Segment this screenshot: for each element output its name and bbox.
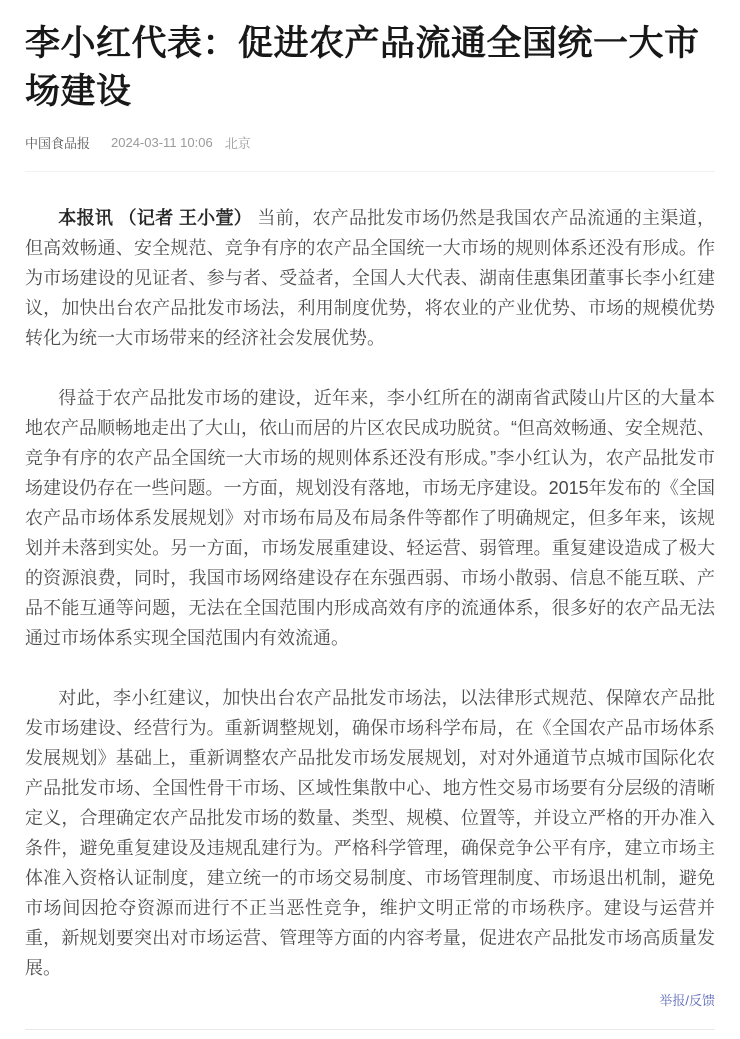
article-paragraph: 对此，李小红建议，加快出台农产品批发市场法，以法律形式规范、保障农产品批发市场建设、经营行为。重新调整规划，确保市场科学布局，在《全国农产品市场体系发展规划》基础上，重新调整农产品批发市场发展规划，对对外通道节点城市国际化农产品批发市场、全国性骨干市场、区域性集散中心、地方性交易市场要有分层级的清晰定义，合理确定农产品批发市场的数量、类型、规模、位置等，并设立严格的开办准入条件，避免重复建设及违规乱建行为。严格科学管理，确保竞争公平有序，建立市场主体准入资格认证制度，建立统一的市场交易制度、市场管理制度、市场退出机制，避免市场间因抢夺资源而进行不正当恶性竞争，维护文明正常的市场秩序。建设与运营并重，新规划要突出对市场运营、管理等方面的内容考量，促进农产品批发市场高质量发展。 (25, 688, 715, 978)
paragraph-lead: 本报讯 （记者 王小萱） (58, 208, 253, 228)
publish-location: 北京 (224, 136, 251, 151)
article-paragraph: 得益于农产品批发市场的建设，近年来，李小红所在的湖南省武陵山片区的大量本地农产品顺畅地走出了大山，依山而居的片区农民成功脱贫。“但高效畅通、安全规范、竞争有序的农产品全国统一大市场的规则体系还没有形成。”李小红认为，农产品批发市场建设仍存在一些问题。一方面，规划没有落地，市场无序建设。2015年发布的《全国农产品市场体系发展规划》对市场布局及布局条件等都作了明确规定，但多年来，该规划并未落到实处。另一方面，市场发展重建设、轻运营、弱管理。重复建设造成了极大的资源浪费，同时，我国市场网络建设存在东强西弱、市场小散弱、信息不能互联、产品不能互通等问题，无法在全国范围内形成高效有序的流通体系，很多好的农产品无法通过市场体系实现全国范围内有效流通。 (25, 388, 715, 648)
article-body (25, 172, 715, 983)
source-name: 中国食品报 (25, 136, 91, 151)
paragraph-text: 当前，农产品批发市场仍然是我国农产品流通的主渠道，但高效畅通、安全规范、竞争有序的农产品全国统一大市场的规则体系还没有形成。作为市场建设的见证者、参与者、受益者，全国人大代表、湖南佳惠集团董事长李小红建议，加快出台农产品批发市场法，利用制度优势，将农业的产业优势、市场的规模优势转化为统一大市场带来的经济社会发展优势。 (25, 208, 715, 348)
article-paragraph (25, 203, 715, 353)
article-footer (25, 992, 715, 1010)
page-title: 李小红代表：促进农产品流通全国统一大市场建设 (25, 24, 700, 111)
footer-divider (25, 1029, 715, 1030)
article-meta (25, 133, 715, 152)
publish-timestamp: 2024-03-11 10:06 (111, 135, 213, 150)
report-feedback-link[interactable]: 举报/反馈 (659, 993, 715, 1008)
